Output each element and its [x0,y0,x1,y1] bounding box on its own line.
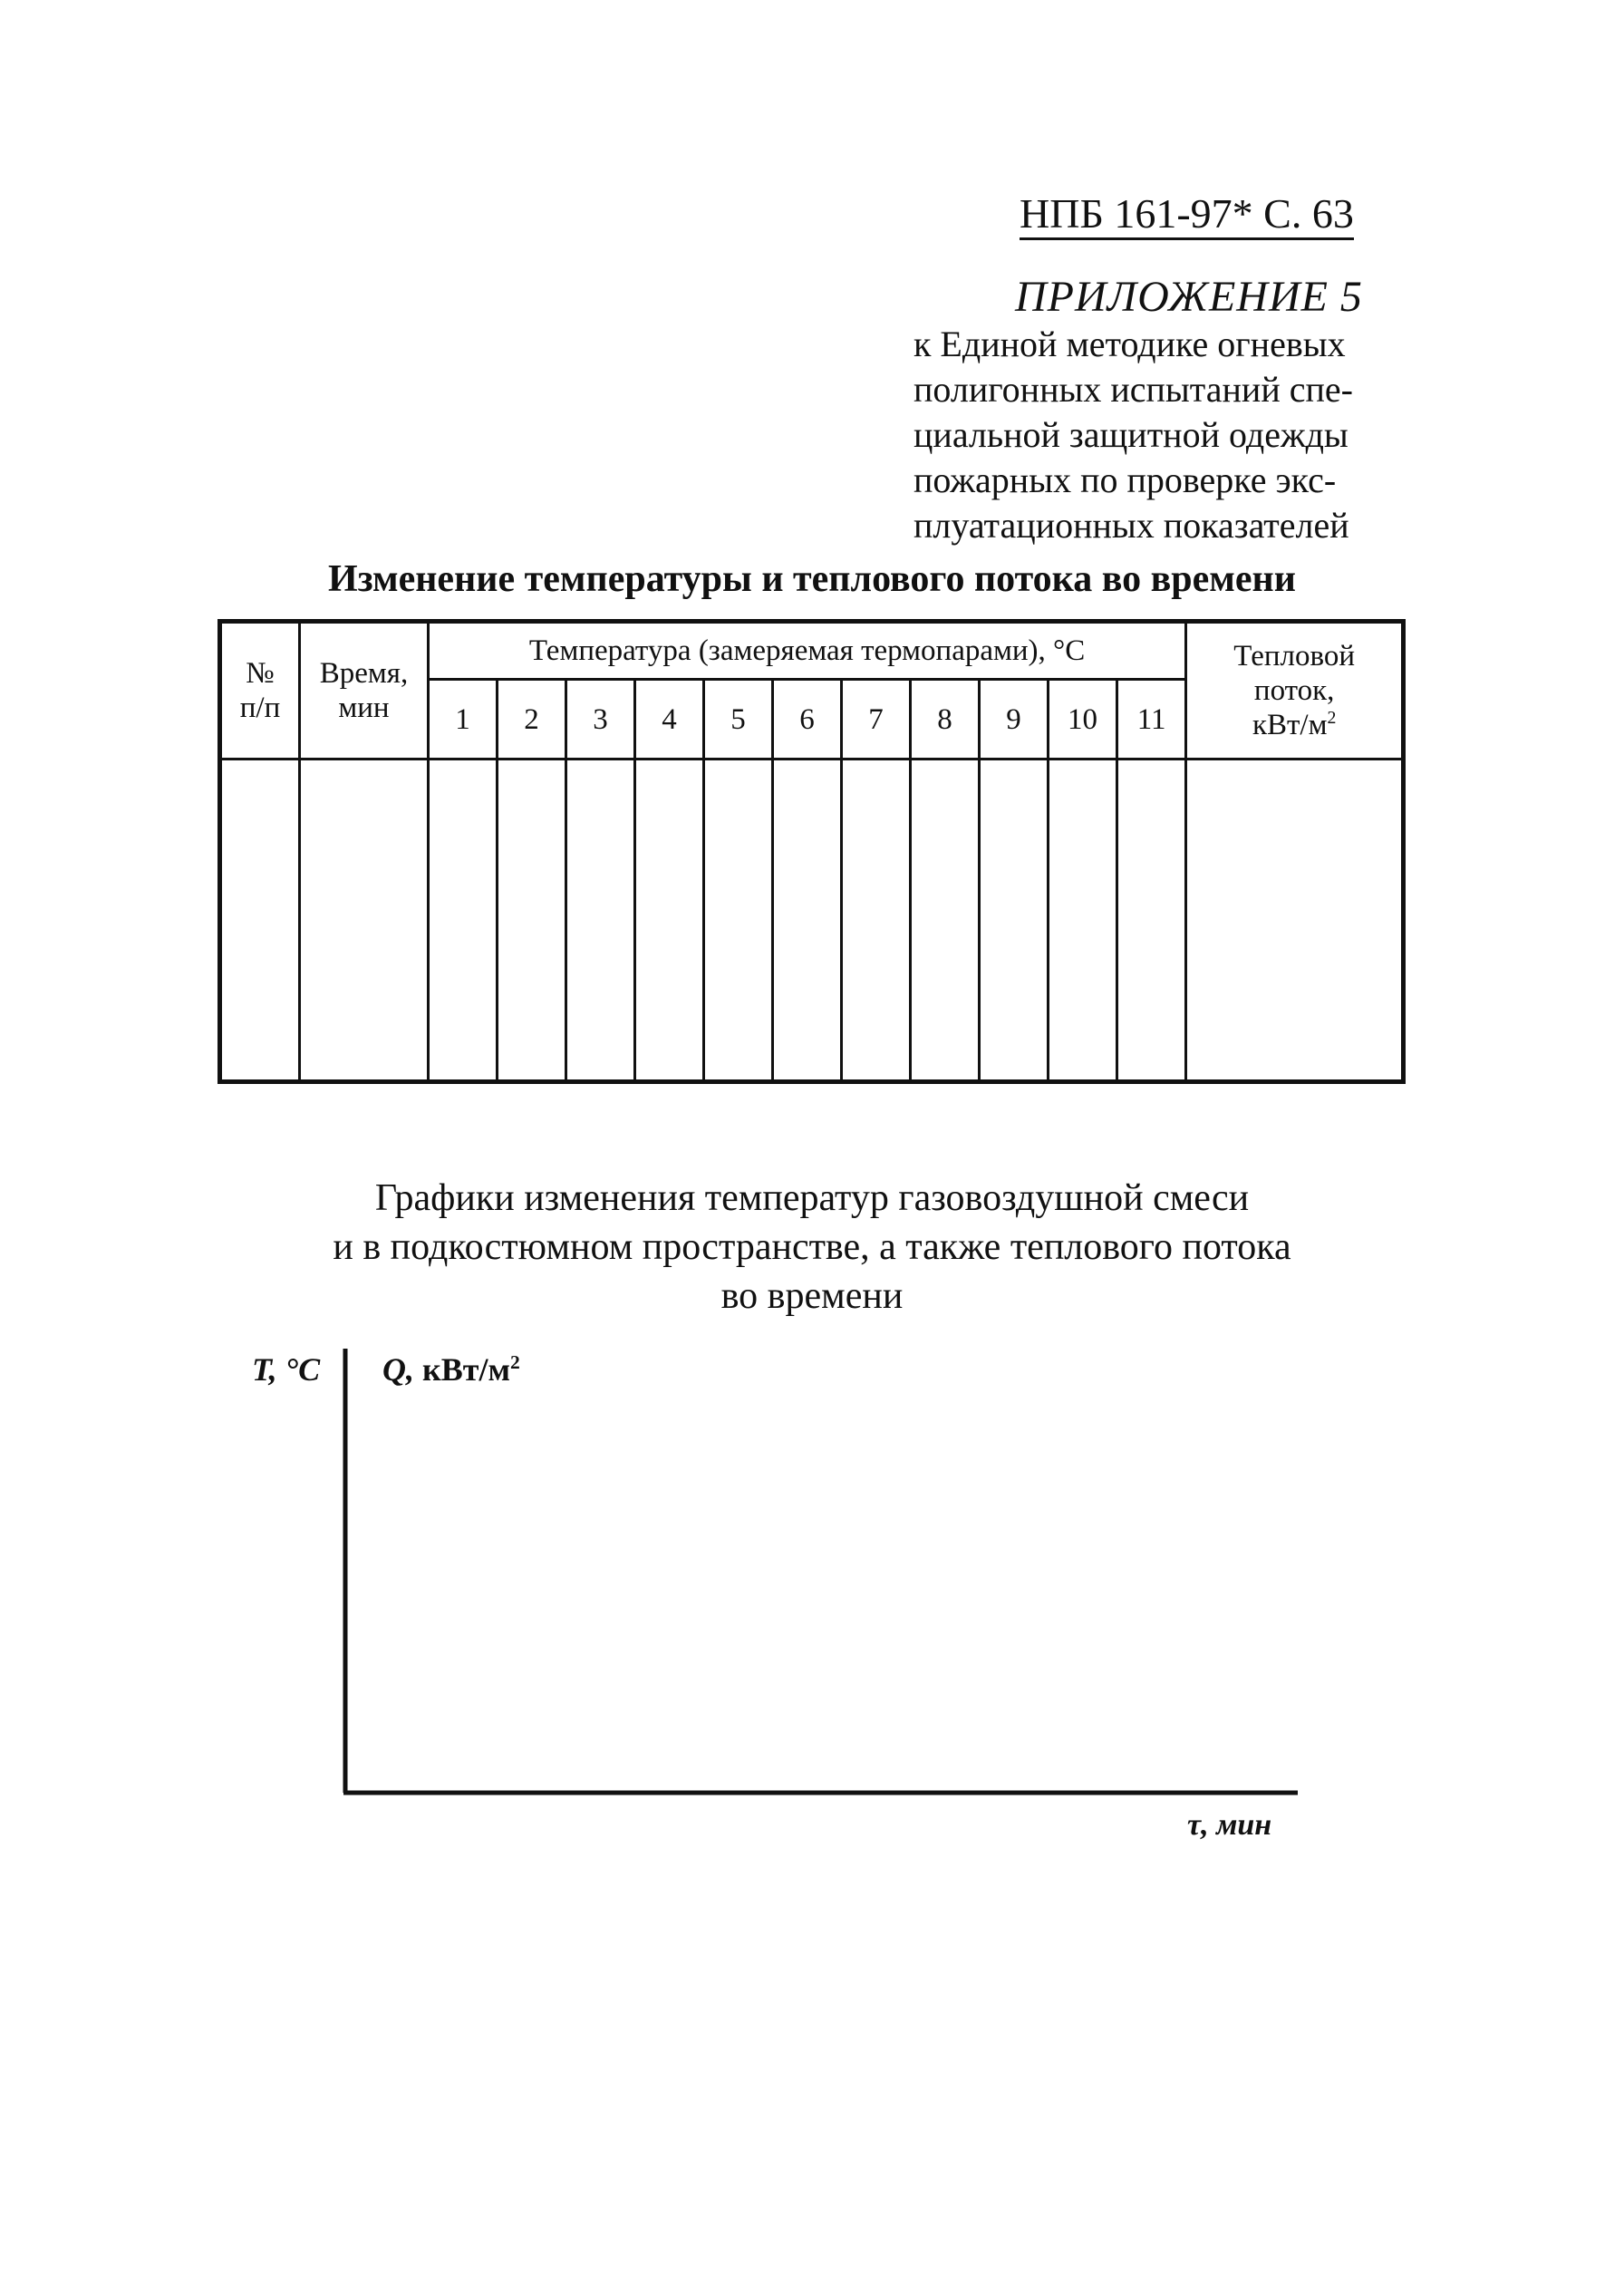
col-header-number-line1: № [246,657,275,690]
thermocouple-header: 1 [429,680,498,760]
graph-title-line: и в подкостюмном пространстве, а также теплового потока [333,1226,1291,1268]
col-header-number-line2: п/п [239,692,281,724]
table-cell [429,760,498,1082]
col-header-flux-line1: Тепловой [1233,640,1355,673]
thermocouple-header: 8 [911,680,980,760]
table-cell [980,760,1049,1082]
table-cell [498,760,566,1082]
thermocouple-header: 3 [566,680,635,760]
col-header-time [300,622,429,760]
table-cell [1117,760,1186,1082]
thermocouple-header: 5 [704,680,773,760]
thermocouple-header: 9 [980,680,1049,760]
q-unit: кВт/м [414,1351,510,1388]
flux-unit: кВт/м [1252,709,1328,741]
table-cell [300,760,429,1082]
measurement-table [218,619,1406,1084]
thermocouple-header: 4 [635,680,704,760]
appendix-desc-line: плуатационных показателей [914,505,1349,546]
table-cell [704,760,773,1082]
doc-ref-header: НПБ 161-97* С. 63 [1020,190,1354,240]
appendix-desc-line: к Единой методике огневых [914,324,1346,364]
col-header-time-line2: мин [338,692,390,724]
table-title: Изменение температуры и теплового потока во времени [328,558,1296,600]
appendix-desc-line: циальной защитной одежды [914,414,1348,455]
graph-title [0,1174,1624,1321]
graph-title-line: Графики изменения температур газовоздушной смеси [374,1177,1250,1219]
col-header-heat-flux [1186,622,1404,760]
table-cell [842,760,911,1082]
thermocouple-header: 7 [842,680,911,760]
appendix-description [914,322,1421,548]
q-unit-sup: 2 [509,1351,520,1373]
table-cell [911,760,980,1082]
col-header-number [220,622,300,760]
flux-unit-sup: 2 [1327,708,1337,728]
table-cell [773,760,842,1082]
y-axis-label-temperature: T, °С [252,1351,321,1388]
thermocouple-header: 10 [1049,680,1117,760]
appendix-desc-line: пожарных по проверке экс- [914,460,1337,500]
table-cell [220,760,300,1082]
col-header-temperature-group: Температура (замеряемая термопарами), °С [429,622,1186,680]
table-cell [566,760,635,1082]
y-axis-label-heat-flux [382,1350,520,1389]
col-header-flux-line3 [1187,708,1401,742]
thermocouple-header: 2 [498,680,566,760]
col-header-flux-line2: поток, [1253,674,1335,707]
thermocouple-header: 11 [1117,680,1186,760]
q-symbol: Q, [382,1351,414,1388]
table-cell [1186,760,1404,1082]
table-cell [1049,760,1117,1082]
appendix-title: ПРИЛОЖЕНИЕ 5 [1015,273,1363,321]
x-axis-label-time: τ, мин [1187,1808,1272,1842]
graph-title-line: во времени [720,1275,904,1317]
thermocouple-header: 6 [773,680,842,760]
appendix-desc-line: полигонных испытаний спе- [914,369,1353,410]
col-header-time-line1: Время, [319,657,409,690]
table-cell [635,760,704,1082]
